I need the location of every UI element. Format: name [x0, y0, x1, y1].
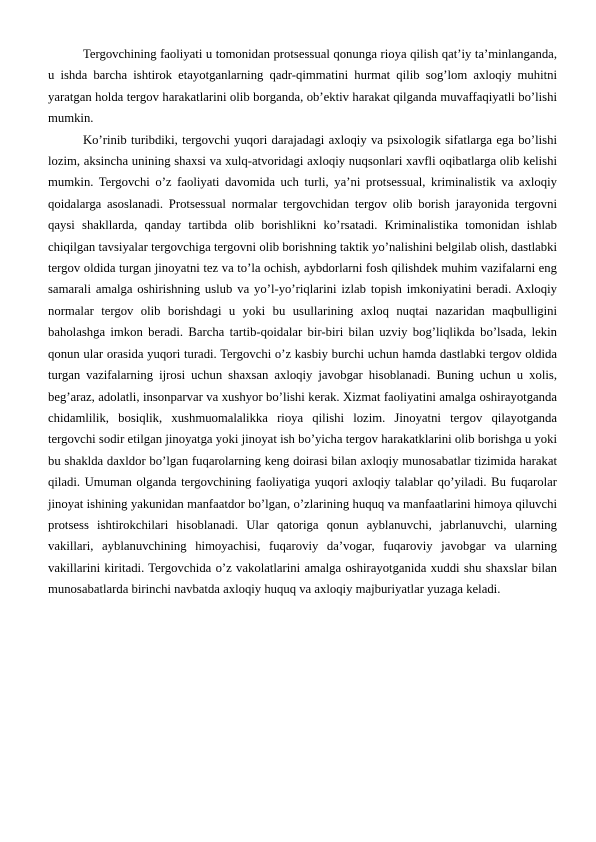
paragraph-1: Tergovchining faoliyati u tomonidan protsessual qonunga rioya qilish qat’iy ta’minlanganda, u ishda barcha ishtirok etayotganlarning qadr-qimmatini hurmat qilib sog’lom axloqiy muhitni yaratgan holda tergov harakatlarini olib borganda, ob’ektiv harakat qilganda muvaffaqiyatli bo’lishi mumkin.: [48, 47, 557, 126]
paragraph-2: Ko’rinib turibdiki, tergovchi yuqori darajadagi axloqiy va psixologik sifatlarga ega bo’lishi lozim, aksincha unining shaxsi va xulq-atvoridagi axloqiy nuqsonlari xavfli oqibatlarga olib kelishi mumkin. Tergovchi o’z faoliyati davomida uch turli, ya’ni protsessual, kriminalistik va axloqiy qoidalarga asoslanadi. Protsessual normalar tergovchidan tergov olib borish jarayonida tergovni qaysi shakllarda, qanday tartibda olib borishlikni ko’rsatadi. Kriminalistika tomonidan ishlab chiqilgan tavsiyalar tergovchiga tergovni olib borishning taktik yo’nalishini belgilab olish, dastlabki tergov oldida turgan jinoyatni tez va to’la ochish, aybdorlarni fosh qilishdek muhim vazifalarni eng samarali amalga oshirishning uslub va yo’l-yo’riqlarini izlab topish imkoniyatini beradi. Axloqiy normalar tergov olib borishdagi u yoki bu usullarining axloq nuqtai nazaridan maqbulligini baholashga imkon beradi. Barcha tartib-qoidalar bir-biri bilan uzviy bog’liqlikda bo’lsada, lekin qonun ular orasida yuqori turadi. Tergovchi o’z kasbiy burchi uchun hamda dastlabki tergov oldida turgan vazifalarning ijrosi uchun shaxsan axloqiy javobgar hisoblanadi. Buning uchun u xolis, beg’araz, adolatli, insonparvar va xushyor bo’lishi kerak. Xizmat faoliyatini amalga oshirayotganda chidamlilik, bosiqlik, xushmuomalalikka rioya qilishi lozim. Jinoyatni tergov qilayotganda tergovchi sodir etilgan jinoyatga yoki jinoyat ish bo’yicha tergov harakatklarini olib borishga u yoki bu shaklda daxldor bo’lgan fuqarolarning keng doirasi bilan axloqiy munosabatlar tizimida harakat qiladi. Umuman olganda tergovchining faoliyatiga yuqori axloqiy talablar qo’yiladi. Bu fuqarolar jinoyat ishining yakunidan manfaatdor bo’lgan, o’zlarining huquq va manfaatlarini himoya qiluvchi protsess ishtirokchilari hisoblanadi. Ular qatoriga qonun ayblanuvchi, jabrlanuvchi, ularning vakillari, ayblanuvchining himoyachisi, fuqaroviy da’vogar, fuqaroviy javobgar va ularning vakillarini kiritadi. Tergovchida o’z vakolatlarini amalga oshirayotganida xuddi shu shaxslar bilan munosabatlarda birinchi navbatda axloqiy huquq va axloqiy majburiyatlar yuzaga keladi.: [48, 132, 557, 597]
document-body: [48, 44, 557, 601]
